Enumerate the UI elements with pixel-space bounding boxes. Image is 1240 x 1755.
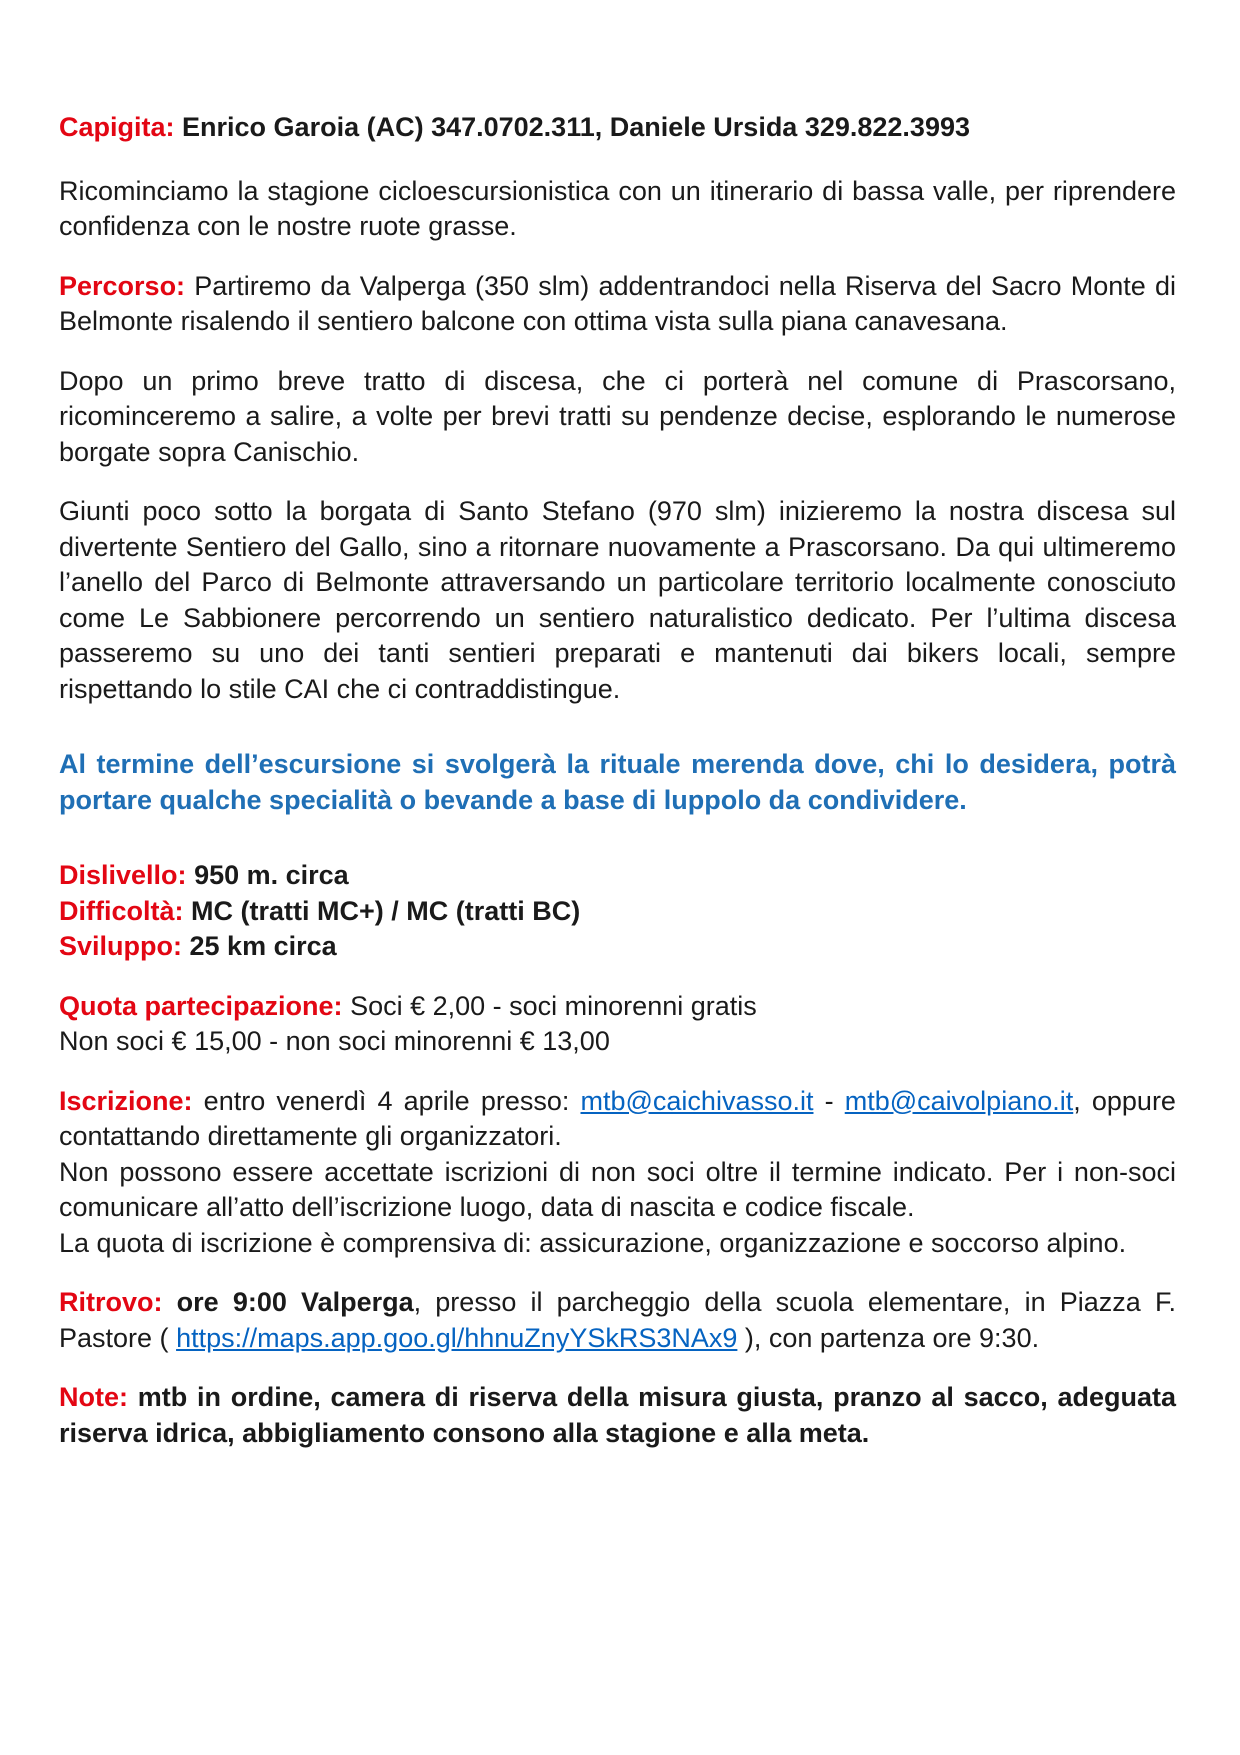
iscrizione-note-nonsoci: Non possono essere accettate iscrizioni di non soci oltre il termine indicato. Per i non-soci comunicare all’atto dell’iscrizione luogo, data di nascita e codice fiscale. (59, 1156, 1176, 1222)
capigita-text: Enrico Garoia (AC) 347.0702.311, Daniele Ursida 329.822.3993 (182, 112, 970, 142)
iscrizione-label: Iscrizione: (59, 1085, 193, 1116)
email-caichivasso-link[interactable]: mtb@caichivasso.it (580, 1085, 814, 1116)
descent-paragraph: Dopo un primo breve tratto di discesa, che ci porterà nel comune di Prascorsano, ricominceremo a salire, a volte per brevi tratti su pendenze decise, esplorando le numerose borgate sopra Canischio. (59, 365, 1176, 467)
capigita-line (59, 110, 1176, 146)
iscrizione-line (59, 1084, 1176, 1155)
iscrizione-note-quota: La quota di iscrizione è comprensiva di: assicurazione, organizzazione e soccorso alpino. (59, 1227, 1127, 1258)
dislivello-value: 950 m. circa (194, 860, 349, 890)
difficolta-value: MC (tratti MC+) / MC (tratti BC) (191, 895, 581, 926)
ritrovo-label: Ritrovo: (59, 1287, 163, 1317)
difficolta-label: Difficoltà: (59, 895, 184, 926)
quota-label: Quota partecipazione: (59, 990, 343, 1021)
stats-block (59, 858, 1176, 965)
merenda-paragraph: Al termine dell’escursione si svolgerà la rituale merenda dove, chi lo desidera, potrà portare qualche specialità o bevande a base di luppolo da condividere. (59, 749, 1176, 815)
ritrovo-text-2: ), con partenza ore 9:30. (744, 1322, 1040, 1353)
quota-soci: Soci € 2,00 - soci minorenni gratis (350, 990, 757, 1021)
percorso-label: Percorso: (59, 270, 186, 301)
quota-line1 (59, 989, 1176, 1025)
dislivello-label: Dislivello: (59, 860, 187, 890)
ritrovo-text-1: , presso il parcheggio della scuola elementare, in Piazza F. Pastore ( (59, 1287, 1176, 1353)
note-label: Note: (59, 1382, 128, 1412)
dislivello-line (59, 858, 1176, 894)
percorso-paragraph (59, 269, 1176, 340)
sviluppo-value: 25 km circa (189, 931, 337, 961)
email-separator: - (824, 1085, 834, 1116)
sviluppo-line (59, 929, 1176, 965)
iscrizione-contact-text: , oppure contattando direttamente gli organizzatori. (59, 1085, 1176, 1151)
capigita-label: Capigita: (59, 112, 175, 142)
sviluppo-label: Sviluppo: (59, 931, 182, 961)
iscrizione-block (59, 1084, 1176, 1262)
iscrizione-deadline: entro venerdì 4 aprile presso: (203, 1085, 570, 1116)
quota-line2: Non soci € 15,00 - non soci minorenni € 13,00 (59, 1026, 610, 1056)
ritrovo-time-place: ore 9:00 Valperga (176, 1287, 414, 1317)
maps-link[interactable]: https://maps.app.goo.gl/hhnuZnyYSkRS3NAx9 (176, 1322, 738, 1353)
percorso-text: Partiremo da Valperga (350 slm) addentrandoci nella Riserva del Sacro Monte di Belmonte risalendo il sentiero balcone con ottima vista sulla piana canavesana. (59, 270, 1176, 336)
email-caivolpiano-link[interactable]: mtb@caivolpiano.it (844, 1085, 1074, 1116)
difficolta-line (59, 894, 1176, 930)
note-paragraph (59, 1380, 1176, 1451)
note-text: mtb in ordine, camera di riserva della misura giusta, pranzo al sacco, adeguata riserva idrica, abbigliamento consono alla stagione e alla meta. (59, 1382, 1176, 1448)
intro-paragraph: Ricominciamo la stagione cicloescursionistica con un itinerario di bassa valle, per riprendere confidenza con le nostre ruote grasse. (59, 175, 1176, 241)
document-page (59, 110, 1176, 1451)
ritrovo-paragraph (59, 1285, 1176, 1356)
route-paragraph: Giunti poco sotto la borgata di Santo Stefano (970 slm) inizieremo la nostra discesa sul divertente Sentiero del Gallo, sino a ritornare nuovamente a Prascorsano. Da qui ultimeremo l’anello del Parco di Belmonte attraversando un particolare territorio localmente conosciuto come Le Sabbionere percorrendo un sentiero naturalistico dedicato. Per l’ultima discesa passeremo su uno dei tanti sentieri preparati e mantenuti dai bikers locali, sempre rispettando lo stile CAI che ci contraddistingue. (59, 496, 1176, 704)
quota-block (59, 989, 1176, 1060)
